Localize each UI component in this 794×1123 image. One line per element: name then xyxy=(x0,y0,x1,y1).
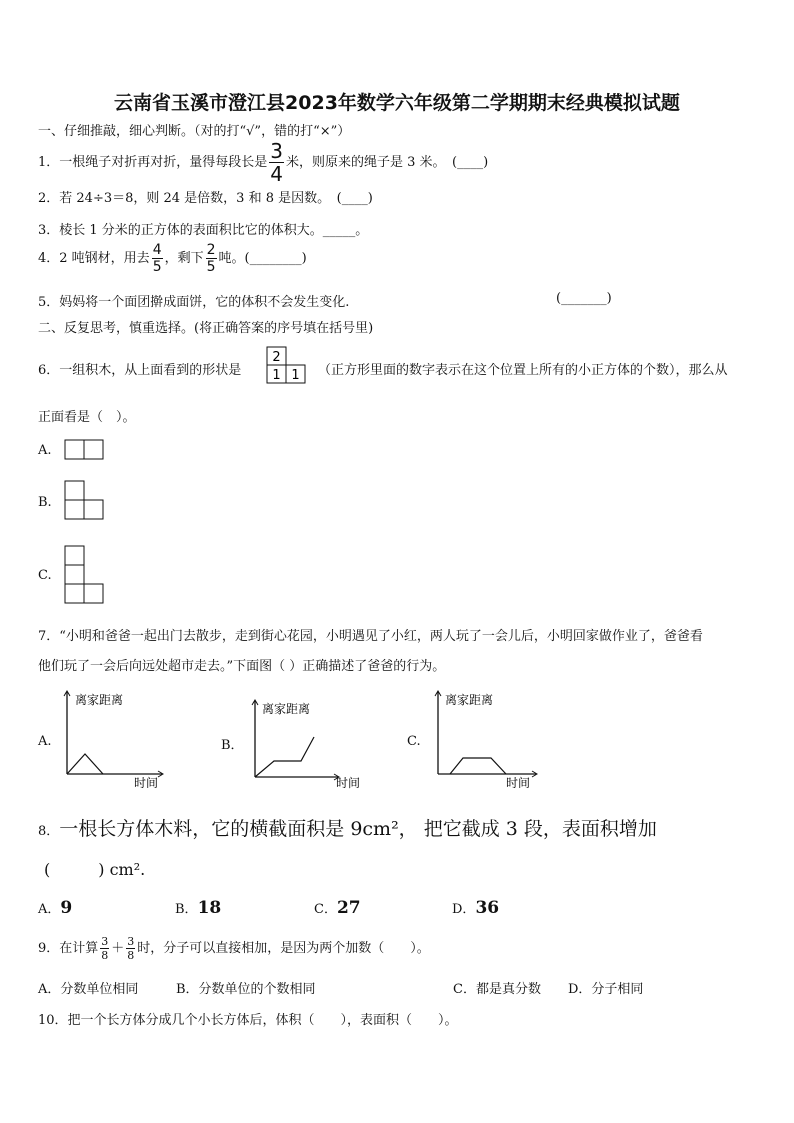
q6-option-b-label: B. xyxy=(38,495,52,510)
question-6-text-a: 6．一组积木，从上面看到的形状是 xyxy=(38,363,242,378)
question-5-blank: (_______) xyxy=(556,291,612,306)
question-4 xyxy=(38,243,307,274)
question-4-text-b: ，剩下 xyxy=(164,251,204,266)
q7-option-c-label: C. xyxy=(407,734,421,749)
section-1-heading: 一、仔细推敲，细心判断。（对的打“√”，错的打“×”） xyxy=(38,124,351,139)
question-1 xyxy=(38,141,488,184)
q9-option-b: B．分数单位的个数相同 xyxy=(176,982,316,997)
q8-option-a xyxy=(38,898,72,918)
q8-option-c-label: C． xyxy=(314,902,337,917)
q7-option-b-label: B． xyxy=(221,738,244,753)
question-7-line-1: 7．“小明和爸爸一起出门去散步，走到街心花园，小明遇见了小红，两人玩了一会儿后，小明回家做作业了，爸爸看 xyxy=(38,629,703,644)
q7-graph-c xyxy=(428,688,548,788)
q8-option-d xyxy=(452,898,499,918)
fraction-4-5: $\frac{4}{5}$ xyxy=(152,242,162,275)
question-8-line-1 xyxy=(38,814,657,841)
fraction-3-4: $\frac{3}{4}$ xyxy=(270,139,284,186)
fraction-2-5: $\frac{2}{5}$ xyxy=(206,242,216,275)
question-8-text: 一根长方体木料，它的横截面积是 9cm²， 把它截成 3 段，表面积增加 xyxy=(59,818,657,840)
question-4-text-c: 吨。(________) xyxy=(218,251,307,266)
question-4-text-a: 4．2 吨钢材，用去 xyxy=(38,251,150,266)
q7-option-a-label: A. xyxy=(38,734,52,749)
question-7-line-2: 他们玩了一会后向远处超市走去。”下面图（ ）正确描述了爸爸的行为。 xyxy=(38,659,446,674)
q8-option-d-label: D． xyxy=(452,902,476,917)
section-2-heading: 二、反复思考，慎重选择。(将正确答案的序号填在括号里) xyxy=(38,321,374,336)
q6-option-c-figure xyxy=(64,545,106,605)
graph-b-x-label: 时间 xyxy=(336,776,361,790)
grid-cell-bottom-left: 1 xyxy=(272,368,281,383)
q8-option-d-value: 36 xyxy=(475,898,500,918)
question-9-text-b: 时，分子可以直接相加，是因为两个加数（ ）。 xyxy=(137,941,430,956)
question-5: 5．妈妈将一个面团擀成面饼，它的体积不会发生变化. xyxy=(38,295,350,310)
question-3: 3．棱长 1 分米的正方体的表面积比它的体积大。_____。 xyxy=(38,223,369,238)
question-8-number: 8． xyxy=(38,824,60,839)
q8-option-c-value: 27 xyxy=(336,898,361,918)
question-8-line-2: ( ) cm². xyxy=(44,860,146,879)
graph-b-y-label: 离家距离 xyxy=(262,702,311,716)
question-10: 10．把一个长方体分成几个小长方体后，体积（ ），表面积（ ）。 xyxy=(38,1013,458,1028)
top-view-grid xyxy=(266,346,308,386)
question-6-text-c: 正面看是（ ）。 xyxy=(38,410,136,425)
q8-option-b-label: B． xyxy=(175,902,198,917)
graph-a-x-label: 时间 xyxy=(134,776,159,788)
question-9 xyxy=(38,936,430,961)
fraction-3-8-b: $\frac{3}{8}$ xyxy=(127,935,135,962)
q8-option-b xyxy=(175,898,221,918)
question-1-text-b: 米，则原来的绳子是 3 米。 (____) xyxy=(286,155,489,170)
graph-c-y-label: 离家距离 xyxy=(445,693,494,707)
plus-sign: ＋ xyxy=(111,941,125,956)
q8-option-c xyxy=(314,898,361,918)
q7-graph-a xyxy=(58,688,168,788)
question-1-text-a: 1．一根绳子对折再对折，量得每段长是 xyxy=(38,155,268,170)
fraction-3-8-a: $\frac{3}{8}$ xyxy=(101,935,109,962)
question-9-text-a: 9．在计算 xyxy=(38,941,99,956)
q8-option-a-value: 9 xyxy=(60,898,73,918)
grid-cell-top: 2 xyxy=(272,350,281,365)
q9-option-c: C．都是真分数 xyxy=(453,982,541,997)
q6-option-a-figure xyxy=(64,439,106,461)
graph-c-x-label: 时间 xyxy=(506,776,531,788)
page-title: 云南省玉溪市澄江县2023年数学六年级第二学期期末经典模拟试题 xyxy=(114,92,680,114)
question-6-text-b: （正方形里面的数字表示在这个位置上所有的小正方体的个数），那么从 xyxy=(318,363,728,378)
q9-option-a: A．分数单位相同 xyxy=(38,982,139,997)
q6-option-a-label: A. xyxy=(38,443,52,458)
graph-a-y-label: 离家距离 xyxy=(75,693,124,707)
q6-option-b-figure xyxy=(64,480,106,522)
q9-option-d: D．分子相同 xyxy=(568,982,644,997)
q6-option-c-label: C. xyxy=(38,568,52,583)
q7-graph-b xyxy=(246,697,366,793)
question-2: 2．若 24÷3＝8，则 24 是倍数，3 和 8 是因数。 (____) xyxy=(38,191,373,206)
grid-cell-bottom-right: 1 xyxy=(291,368,300,383)
q8-option-a-label: A． xyxy=(38,902,61,917)
q8-option-b-value: 18 xyxy=(197,898,222,918)
